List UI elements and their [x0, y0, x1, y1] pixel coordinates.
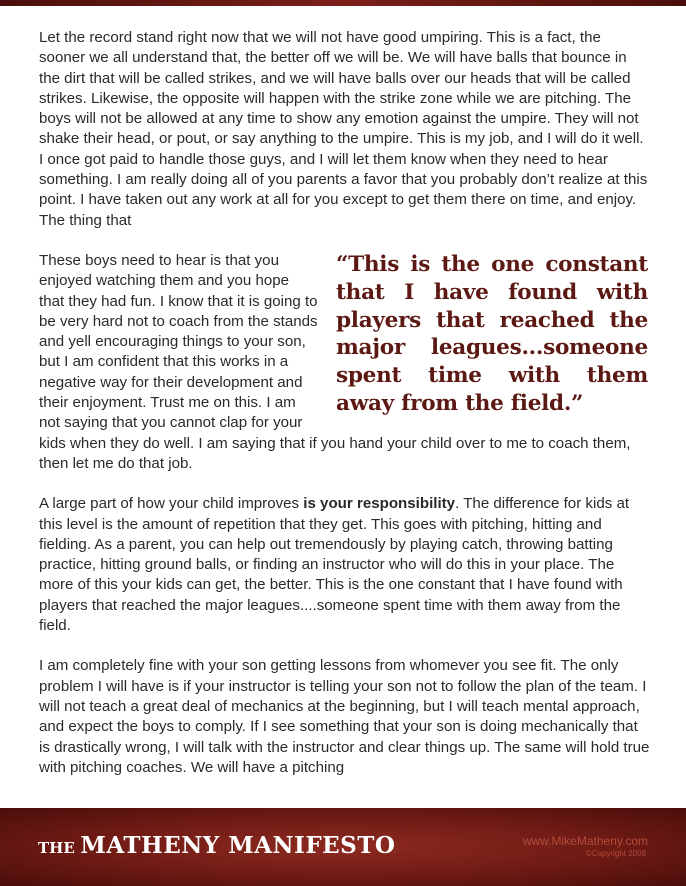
paragraph-responsibility [39, 494, 651, 636]
paragraph-enjoyment [39, 251, 651, 474]
paragraph-enjoyment-text: These boys need to hear is that you enjoyed watching them and you hope that they had fun. I know that it is going to be very hard not to coach from the stands and yell encouraging things to your son, but I am confident that this works in a negative way for their development and their enjoyment. Trust me on this. I am not saying that you cannot clap for your kids when they do well. I am saying that if you hand your child over to me to coach them, then let me do that job. [39, 251, 631, 472]
footer-title-prefix: THE [38, 839, 75, 857]
paragraph-responsibility-start: A large part of how your child improves [39, 495, 304, 513]
paragraph-umpiring: Let the record stand right now that we will not have good umpiring. This is a fact, the sooner we all understand that, the better off we will be. We will have balls that bounce in the dirt that will be called strikes, and we will have balls over our heads that will be called strikes. Likewise, the opposite will happen with the strike zone while we are pitching. The boys will not be allowed at any time to show any emotion against the umpire. They will not shake their head, or pout, or say anything to the umpire. This is my job, and I will do it well. I once got paid to handle those guys, and I will let them know when they need to hear something. I am really doing all of you parents a favor that you probably don’t realize at this point. I have taken out any work at all for you except to get them there on time, and enjoy. The thing that [39, 29, 648, 229]
document-body [39, 28, 651, 778]
top-decorative-band [0, 0, 686, 6]
footer-title-main: MATHENY MANIFESTO [80, 832, 396, 859]
footer-website-link[interactable]: www.MikeMatheny.com [522, 834, 648, 848]
paragraph-responsibility-rest: . The difference for kids at this level is the amount of repetition that they get. This goes with pitching, hitting and fielding. As a parent, you can help out tremendously by playing catch, throwing batting practice, hitting ground balls, or finding an instructor who will do this in your place. The more of this your kids can get, the better. This is the one constant that I have found with players that reached the major leagues....someone spent time with them away from the field. [39, 495, 630, 635]
paragraph-lessons: I am completely fine with your son getting lessons from whomever you see fit. The only problem I will have is if your instructor is telling your son not to follow the plan of the team. I will not teach a great deal of mechanics at the beginning, but I will teach mental approach, and expect the boys to comply. If I see something that your son is doing mechanically that is drastically wrong, I will talk with the instructor and clear things up. The same will hold true with pitching coaches. We will have a pitching [39, 657, 650, 776]
footer-banner [0, 808, 686, 886]
footer-title [38, 832, 395, 859]
footer-copyright: ©Copyright 2009 [585, 849, 646, 858]
pull-quote: “This is the one constant that I have found with players that reached the major leagues...someone spent time with them away from the field.” [336, 251, 648, 416]
bold-emphasis: is your responsibility [303, 495, 456, 513]
